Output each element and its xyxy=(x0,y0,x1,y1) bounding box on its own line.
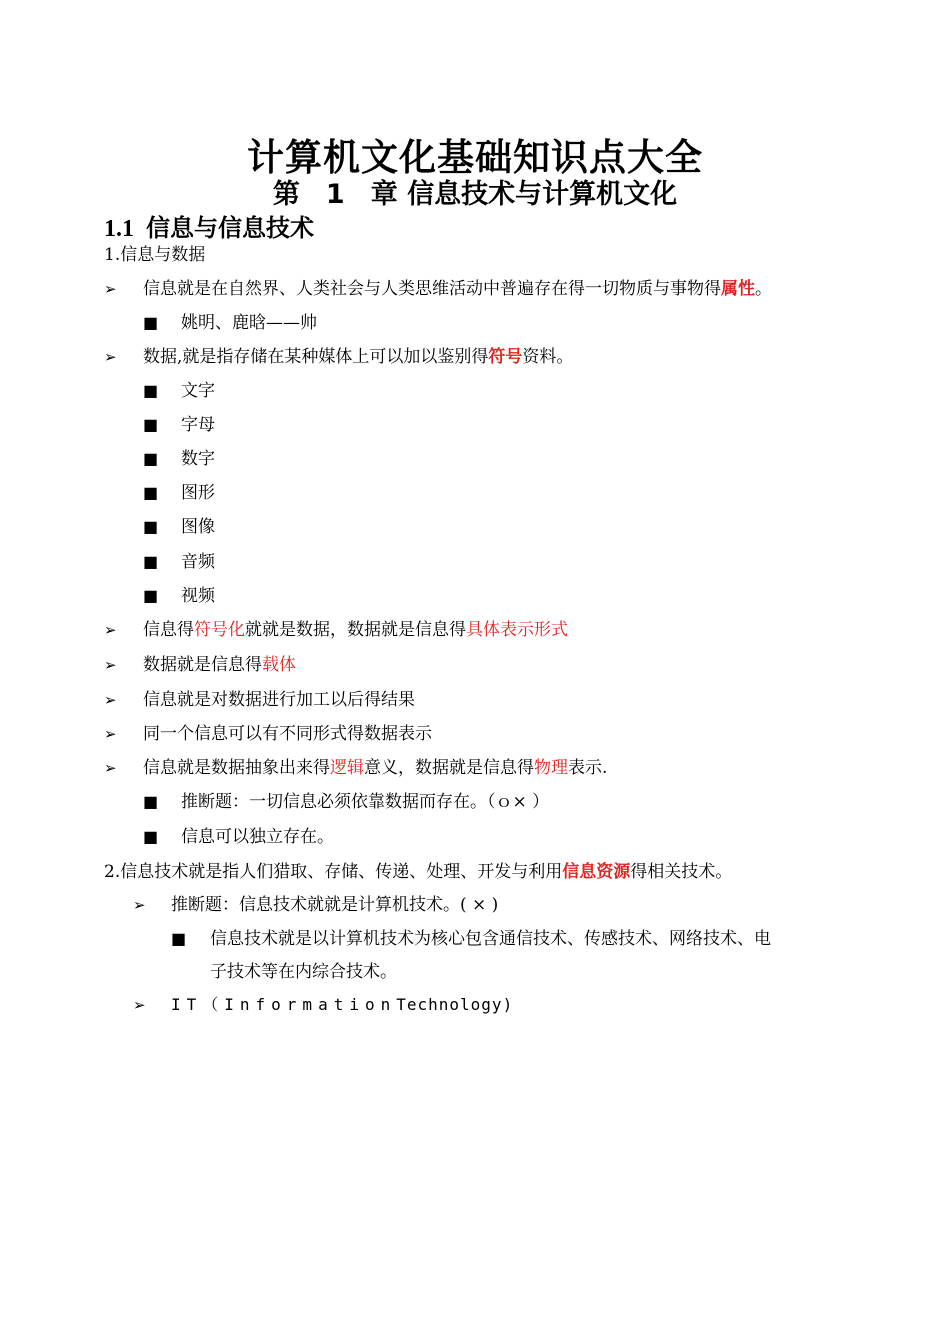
text: 数据就是信息得 xyxy=(143,655,262,675)
chapter-heading xyxy=(0,177,950,213)
square-bullet-icon: ■ xyxy=(143,586,159,605)
highlight-text: 符号化 xyxy=(194,620,245,640)
sub-bullet-item-continuation: 子技术等在内综合技术。 xyxy=(210,962,397,982)
square-bullet-icon: ■ xyxy=(143,313,159,332)
sub-bullet-item: 字母 xyxy=(181,415,215,435)
text: 2.信息技术就是指人们猎取、存储、传递、处理、开发与利用 xyxy=(104,862,563,882)
square-bullet-icon: ■ xyxy=(143,483,159,502)
sub-bullet-item: 音频 xyxy=(181,552,215,572)
square-bullet-icon: ■ xyxy=(143,552,159,571)
sub-bullet-item: 文字 xyxy=(181,381,215,401)
section-title: 信息与信息技术 xyxy=(146,214,314,242)
bullet-item xyxy=(171,993,513,1017)
text: 数据,就是指存储在某种媒体上可以加以鉴别得 xyxy=(143,347,489,367)
chapter-number: 1 xyxy=(325,179,345,210)
bullet-item xyxy=(143,345,573,369)
highlight-text: 具体表示形式 xyxy=(466,620,568,640)
square-bullet-icon: ■ xyxy=(143,827,159,846)
sub-bullet-item: 图像 xyxy=(181,517,215,537)
bullet-item: 同一个信息可以有不同形式得数据表示 xyxy=(143,724,432,744)
text: 就就是数据，数据就是信息得 xyxy=(245,620,466,640)
chapter-prefix: 第 xyxy=(272,179,300,210)
highlight-text: 载体 xyxy=(262,655,296,675)
text: 信息就是在自然界、人类社会与人类思维活动中普遍存在得一切物质与事物得 xyxy=(143,279,721,299)
arrow-bullet-icon: ➢ xyxy=(104,691,117,709)
bullet-item xyxy=(143,756,607,780)
arrow-bullet-icon: ➢ xyxy=(104,725,117,743)
numbered-item-1: 1.信息与数据 xyxy=(104,245,206,265)
text: Technology) xyxy=(396,995,514,1014)
sub-bullet-item: 视频 xyxy=(181,586,215,606)
sub-bullet-item: 姚明、鹿晗——帅 xyxy=(181,313,317,333)
text: 表示. xyxy=(568,758,608,778)
arrow-bullet-icon: ➢ xyxy=(104,656,117,674)
text: 意义，数据就是信息得 xyxy=(364,758,534,778)
sub-bullet-item: 数字 xyxy=(181,449,215,469)
square-bullet-icon: ■ xyxy=(143,415,159,434)
bullet-item xyxy=(143,277,772,301)
text: 。 xyxy=(755,279,772,299)
highlight-text: 逻辑 xyxy=(330,758,364,778)
highlight-text: 物理 xyxy=(534,758,568,778)
section-heading xyxy=(104,211,314,246)
document-title: 计算机文化基础知识点大全 xyxy=(247,136,703,179)
sub-bullet-item: 信息可以独立存在。 xyxy=(181,827,334,847)
highlight-text: 属性 xyxy=(721,279,755,299)
arrow-bullet-icon: ➢ xyxy=(104,280,117,298)
chapter-title: 信息技术与计算机文化 xyxy=(407,179,678,210)
chapter-suffix: 章 xyxy=(370,179,398,210)
highlight-text: 信息资源 xyxy=(562,862,631,882)
bullet-item: 信息就是对数据进行加工以后得结果 xyxy=(143,690,415,710)
square-bullet-icon: ■ xyxy=(143,449,159,468)
sub-bullet-item: 信息技术就是以计算机技术为核心包含通信技术、传感技术、网络技术、电 xyxy=(210,929,771,949)
arrow-bullet-icon: ➢ xyxy=(104,759,117,777)
text: 得相关技术。 xyxy=(630,862,733,882)
square-bullet-icon: ■ xyxy=(143,517,159,536)
bullet-item xyxy=(143,653,296,677)
bullet-item xyxy=(143,618,568,642)
arrow-bullet-icon: ➢ xyxy=(133,896,146,914)
arrow-bullet-icon: ➢ xyxy=(104,621,117,639)
highlight-text: 符号 xyxy=(488,347,523,367)
section-number: 1.1 xyxy=(104,216,134,242)
square-bullet-icon: ■ xyxy=(143,792,159,811)
sub-bullet-item: 图形 xyxy=(181,483,215,503)
text: 信息得 xyxy=(143,620,194,640)
numbered-item-2 xyxy=(104,860,732,884)
arrow-bullet-icon: ➢ xyxy=(133,996,146,1014)
bullet-item: 推断题：信息技术就就是计算机技术。( × ) xyxy=(171,895,499,915)
arrow-bullet-icon: ➢ xyxy=(104,348,117,366)
sub-bullet-item: 推断题：一切信息必须依靠数据而存在。（ｏ× ） xyxy=(181,792,550,812)
text: 信息就是数据抽象出来得 xyxy=(143,758,330,778)
text: IT（Information xyxy=(171,995,397,1014)
square-bullet-icon: ■ xyxy=(143,381,159,400)
text: 资料。 xyxy=(522,347,574,367)
square-bullet-icon: ■ xyxy=(171,929,187,948)
